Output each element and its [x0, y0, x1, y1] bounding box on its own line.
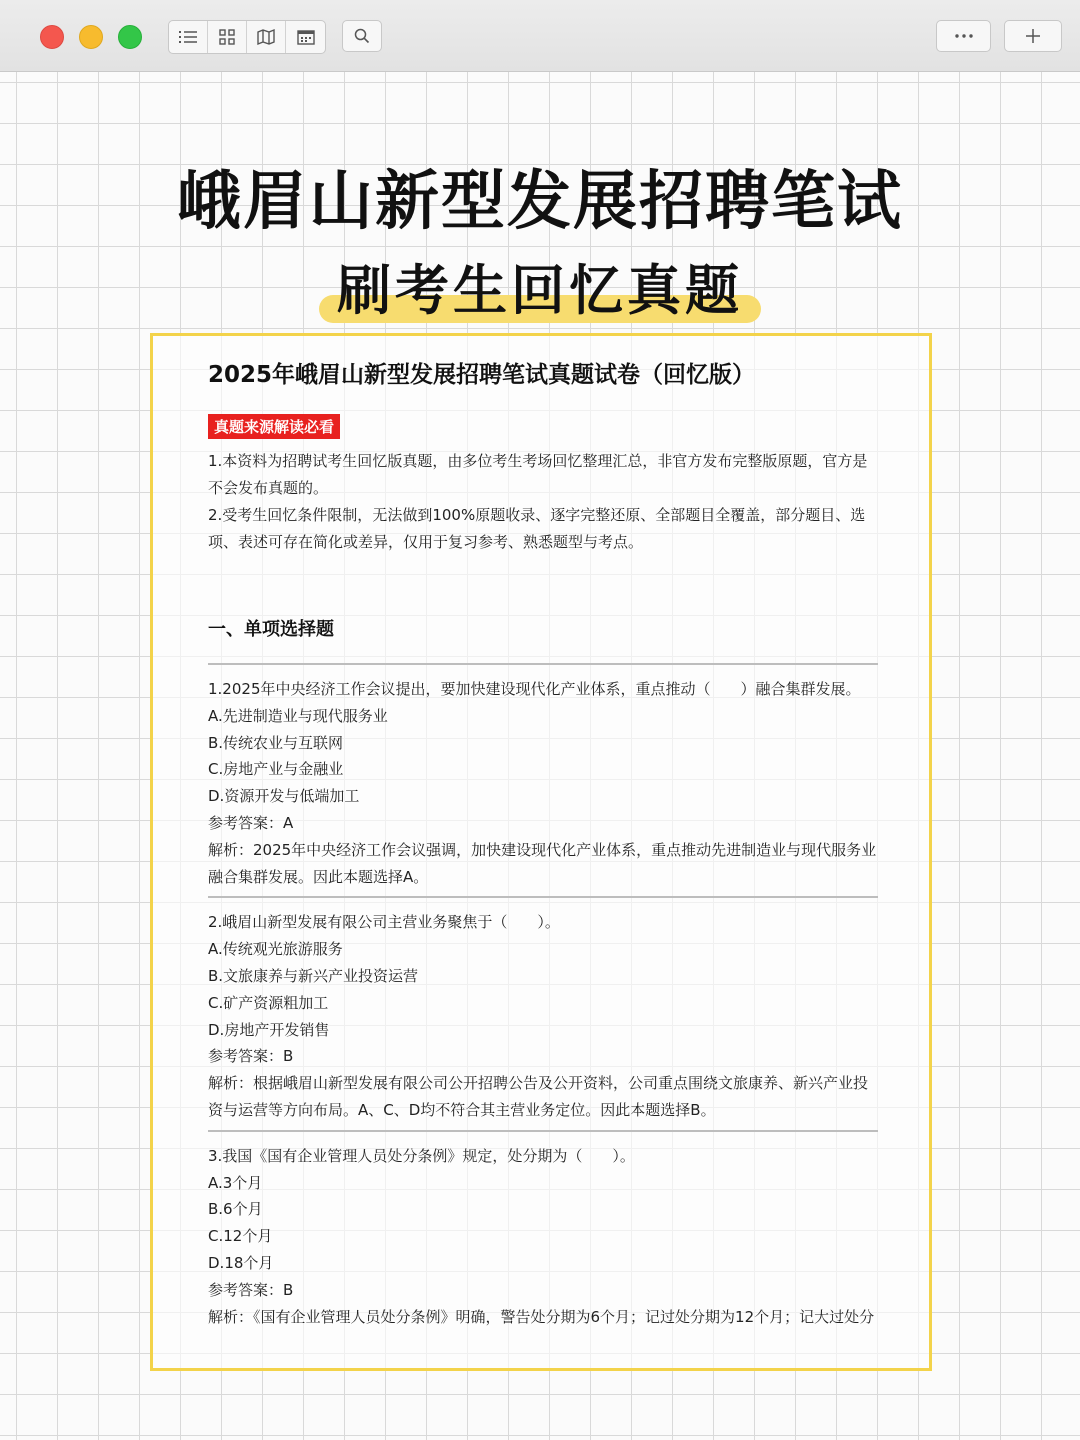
add-button[interactable] [1004, 20, 1062, 52]
question-analysis: 解析：2025年中央经济工作会议强调，加快建设现代化产业体系，重点推动先进制造业与现代服务业融合集群发展。因此本题选择A。 [208, 840, 877, 886]
question-answer: 参考答案：A [208, 813, 294, 832]
minimize-window-button[interactable] [79, 25, 103, 49]
view-mode-group [168, 20, 326, 54]
question-option: C.12个月 [208, 1227, 273, 1246]
question-item [208, 896, 878, 1129]
question-analysis: 解析：《国有企业管理人员处分条例》明确，警告处分期为6个月；记过处分期为12个月；记大过处分 [208, 1307, 875, 1326]
question-option: C.矿产资源粗加工 [208, 993, 329, 1012]
calendar-icon [296, 28, 316, 46]
search-button[interactable] [342, 20, 382, 52]
map-view-button[interactable] [247, 21, 286, 53]
search-icon [353, 27, 371, 45]
note-line: 2.受考生回忆条件限制，无法做到100%原题收录、逐字完整还原、全部题目全覆盖，部分题目、选项、表述可存在简化或差异，仅用于复习参考、熟悉题型与考点。 [208, 506, 866, 551]
map-icon [256, 28, 276, 46]
question-option: D.资源开发与低端加工 [208, 787, 360, 806]
question-option: B.文旅康养与新兴产业投资运营 [208, 966, 419, 985]
subtitle-text: 刷考生回忆真题 [337, 259, 743, 322]
question-stem: 3.我国《国有企业管理人员处分条例》规定，处分期为（ ）。 [208, 1146, 635, 1165]
question-stem: 1.2025年中央经济工作会议提出，要加快建设现代化产业体系，重点推动（ ）融合集群发展。 [208, 680, 861, 698]
main-title: 峨眉山新型发展招聘笔试 [177, 165, 903, 239]
note-line: 1.本资料为招聘试考生回忆版真题，由多位考生考场回忆整理汇总，非官方发布完整版原题，官方是不会发布真题的。 [208, 452, 868, 497]
question-option: B.传统农业与互联网 [208, 733, 344, 752]
question-analysis: 解析：根据峨眉山新型发展有限公司公开招聘公告及公开资料，公司重点围绕文旅康养、新兴产业投资与运营等方向布局。A、C、D均不符合其主营业务定位。因此本题选择B。 [208, 1074, 869, 1119]
list-view-button[interactable] [169, 21, 208, 53]
question-answer: 参考答案：B [208, 1047, 294, 1066]
question-option: B.6个月 [208, 1200, 263, 1219]
grid-view-button[interactable] [208, 21, 247, 53]
question-item [208, 663, 878, 896]
plus-icon [1024, 27, 1042, 45]
question-option: A.3个月 [208, 1173, 263, 1192]
paper-title: 2025年峨眉山新型发展招聘笔试真题试卷（回忆版） [208, 362, 756, 388]
zoom-window-button[interactable] [118, 25, 142, 49]
question-option: A.传统观光旅游服务 [208, 940, 343, 959]
question-stem: 2.峨眉山新型发展有限公司主营业务聚焦于（ ）。 [208, 913, 560, 932]
question-option: A.先进制造业与现代服务业 [208, 706, 388, 725]
window-toolbar [0, 0, 1080, 72]
subtitle-wrap [0, 248, 1080, 325]
calendar-view-button[interactable] [286, 21, 325, 53]
question-item [208, 1130, 878, 1337]
source-note-tag: 真题来源解读必看 [208, 414, 340, 439]
more-icon [954, 33, 974, 39]
section-title: 一、单项选择题 [208, 619, 334, 640]
subtitle [319, 248, 761, 325]
list-icon [178, 29, 198, 45]
question-list [208, 663, 878, 1336]
question-option: D.18个月 [208, 1253, 274, 1272]
more-button[interactable] [936, 20, 991, 52]
question-answer: 参考答案：B [208, 1280, 294, 1299]
close-window-button[interactable] [40, 25, 64, 49]
grid-icon [218, 28, 236, 46]
source-note-body [208, 448, 880, 556]
question-option: C.房地产业与金融业 [208, 760, 344, 779]
question-option: D.房地产开发销售 [208, 1020, 330, 1039]
